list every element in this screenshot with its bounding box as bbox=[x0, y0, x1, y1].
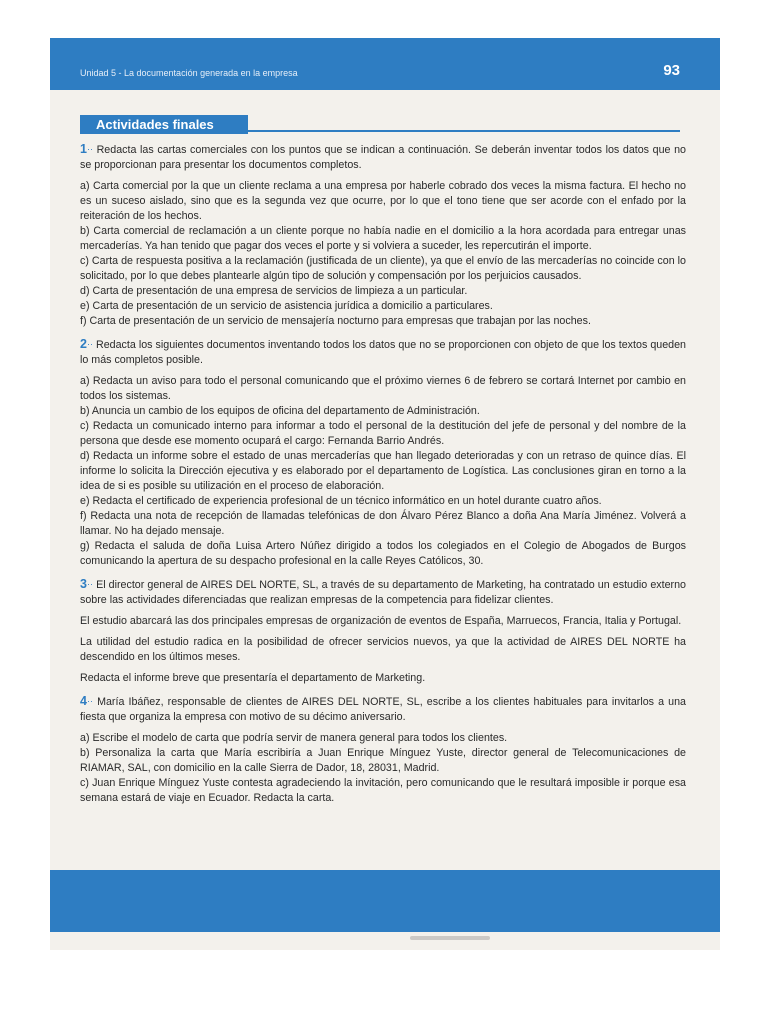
list-item: a) Carta comercial por la que un cliente reclama a una empresa por haberle cobrado dos veces la misma factura. El hecho no es un suceso aislado, sino que es la segunda vez que ocurre, por lo que el tono tiene que ser acorde con el enfado por la reiteración de los hechos. bbox=[80, 180, 686, 222]
question-number: 1 bbox=[80, 142, 87, 156]
unit-title: Unidad 5 - La documentación generada en la empresa bbox=[80, 68, 298, 78]
list-item: c) Juan Enrique Mínguez Yuste contesta agradeciendo la invitación, pero comunicando que le resultará imposible ir porque esa semana estará de viaje en Ecuador. Redacta la carta. bbox=[80, 777, 686, 804]
question-text: Redacta las cartas comerciales con los puntos que se indican a continuación. Se deberán inventar todos los datos que no se proporcionan para presentar los documentos completos. bbox=[80, 144, 686, 171]
question-number: 4 bbox=[80, 694, 87, 708]
question-text: El director general de AIRES DEL NORTE, SL, a través de su departamento de Marketing, ha contratado un estudio externo sobre las actividades diferenciadas que realizan empresas de la competencia para fidelizar clientes. bbox=[80, 579, 686, 606]
question-1 bbox=[80, 142, 686, 173]
book-page bbox=[50, 38, 720, 950]
header-bar bbox=[50, 38, 720, 90]
question-2 bbox=[80, 337, 686, 368]
section-title: Actividades finales bbox=[96, 117, 214, 132]
question-4 bbox=[80, 694, 686, 725]
list-item: c) Carta de respuesta positiva a la reclamación (justificada de un cliente), ya que el envío de las mercaderías no coincide con lo solicitado, por lo que debes plantearle algún tipo de solución y compensación por los perjuicios causados. bbox=[80, 255, 686, 282]
list-item: g) Redacta el saluda de doña Luisa Artero Núñez dirigido a todos los colegiados en el Colegio de Abogados de Burgos comunicando la apertura de su despacho profesional en la calle Reyes Católicos, 30. bbox=[80, 540, 686, 567]
question-number: 2 bbox=[80, 337, 87, 351]
paragraph: Redacta el informe breve que presentaría el departamento de Marketing. bbox=[80, 672, 426, 684]
dots-icon: ·· bbox=[86, 144, 93, 154]
list-item: d) Carta de presentación de una empresa de servicios de limpieza a un particular. bbox=[80, 285, 468, 297]
question-number: 3 bbox=[80, 577, 87, 591]
question-3 bbox=[80, 577, 686, 608]
paragraph: La utilidad del estudio radica en la posibilidad de ofrecer servicios nuevos, ya que la actividad de AIRES DEL NORTE ha descendido en los últimos meses. bbox=[80, 636, 686, 663]
heading-rule bbox=[248, 130, 680, 132]
footer-bar bbox=[50, 870, 720, 932]
paragraph: El estudio abarcará las dos principales empresas de organización de eventos de España, Marruecos, Francia, Italia y Portugal. bbox=[80, 615, 682, 627]
page-number: 93 bbox=[663, 62, 680, 79]
dots-icon: ·· bbox=[86, 696, 93, 706]
question-text: Redacta los siguientes documentos inventando todos los datos que no se proporcionen con objeto de que los textos queden lo más completos posible. bbox=[80, 339, 686, 366]
list-item: c) Redacta un comunicado interno para informar a todo el personal de la destitución del jefe de personal y del nombre de la persona que desde ese momento ocupará el cargo: Fernanda Barrio Andrés. bbox=[80, 420, 686, 447]
list-item: d) Redacta un informe sobre el estado de unas mercaderías que han llegado deterioradas y con un retraso de quince días. El informe lo solicita la Dirección ejecutiva y es elaborado por el departamento de Logística. Las conclusiones giran en torno a la idea de si es posible su utilización en el proceso de elaboración. bbox=[80, 450, 686, 492]
list-item: b) Anuncia un cambio de los equipos de oficina del departamento de Administración. bbox=[80, 405, 480, 417]
activities-content bbox=[80, 142, 686, 806]
list-item: b) Carta comercial de reclamación a un cliente porque no había nadie en el domicilio a la hora acordada para entregar unas mercaderías. Ya han tenido que pagar dos veces el porte y si volviera a suceder, les repercutirán el importe. bbox=[80, 225, 686, 252]
question-text: María Ibáñez, responsable de clientes de AIRES DEL NORTE, SL, escribe a los clientes habituales para invitarlos a una fiesta que organiza la empresa con motivo de su décimo aniversario. bbox=[80, 696, 686, 723]
section-heading bbox=[80, 115, 248, 134]
list-item: e) Carta de presentación de un servicio de asistencia jurídica a domicilio a particulares. bbox=[80, 300, 493, 312]
list-item: a) Escribe el modelo de carta que podría servir de manera general para todos los clientes. bbox=[80, 732, 508, 744]
list-item: e) Redacta el certificado de experiencia profesional de un técnico informático en un hotel durante cuatro años. bbox=[80, 495, 602, 507]
list-item: b) Personaliza la carta que María escribiría a Juan Enrique Mínguez Yuste, director general de Telecomunicaciones de RIAMAR, SAL, con domicilio en la calle Sierra de Dador, 18, 28031, Madrid. bbox=[80, 747, 686, 774]
list-item: f) Redacta una nota de recepción de llamadas telefónicas de don Álvaro Pérez Blanco a doña Ana María Jiménez. Volverá a llamar. No ha dejado mensaje. bbox=[80, 510, 686, 537]
list-item: f) Carta de presentación de un servicio de mensajería nocturno para empresas que trabajan por las noches. bbox=[80, 315, 591, 327]
scan-smudge bbox=[410, 936, 490, 940]
dots-icon: ·· bbox=[86, 339, 93, 349]
dots-icon: ·· bbox=[86, 579, 93, 589]
list-item: a) Redacta un aviso para todo el personal comunicando que el próximo viernes 6 de febrero se cortará Internet por cambio en todos los sistemas. bbox=[80, 375, 686, 402]
